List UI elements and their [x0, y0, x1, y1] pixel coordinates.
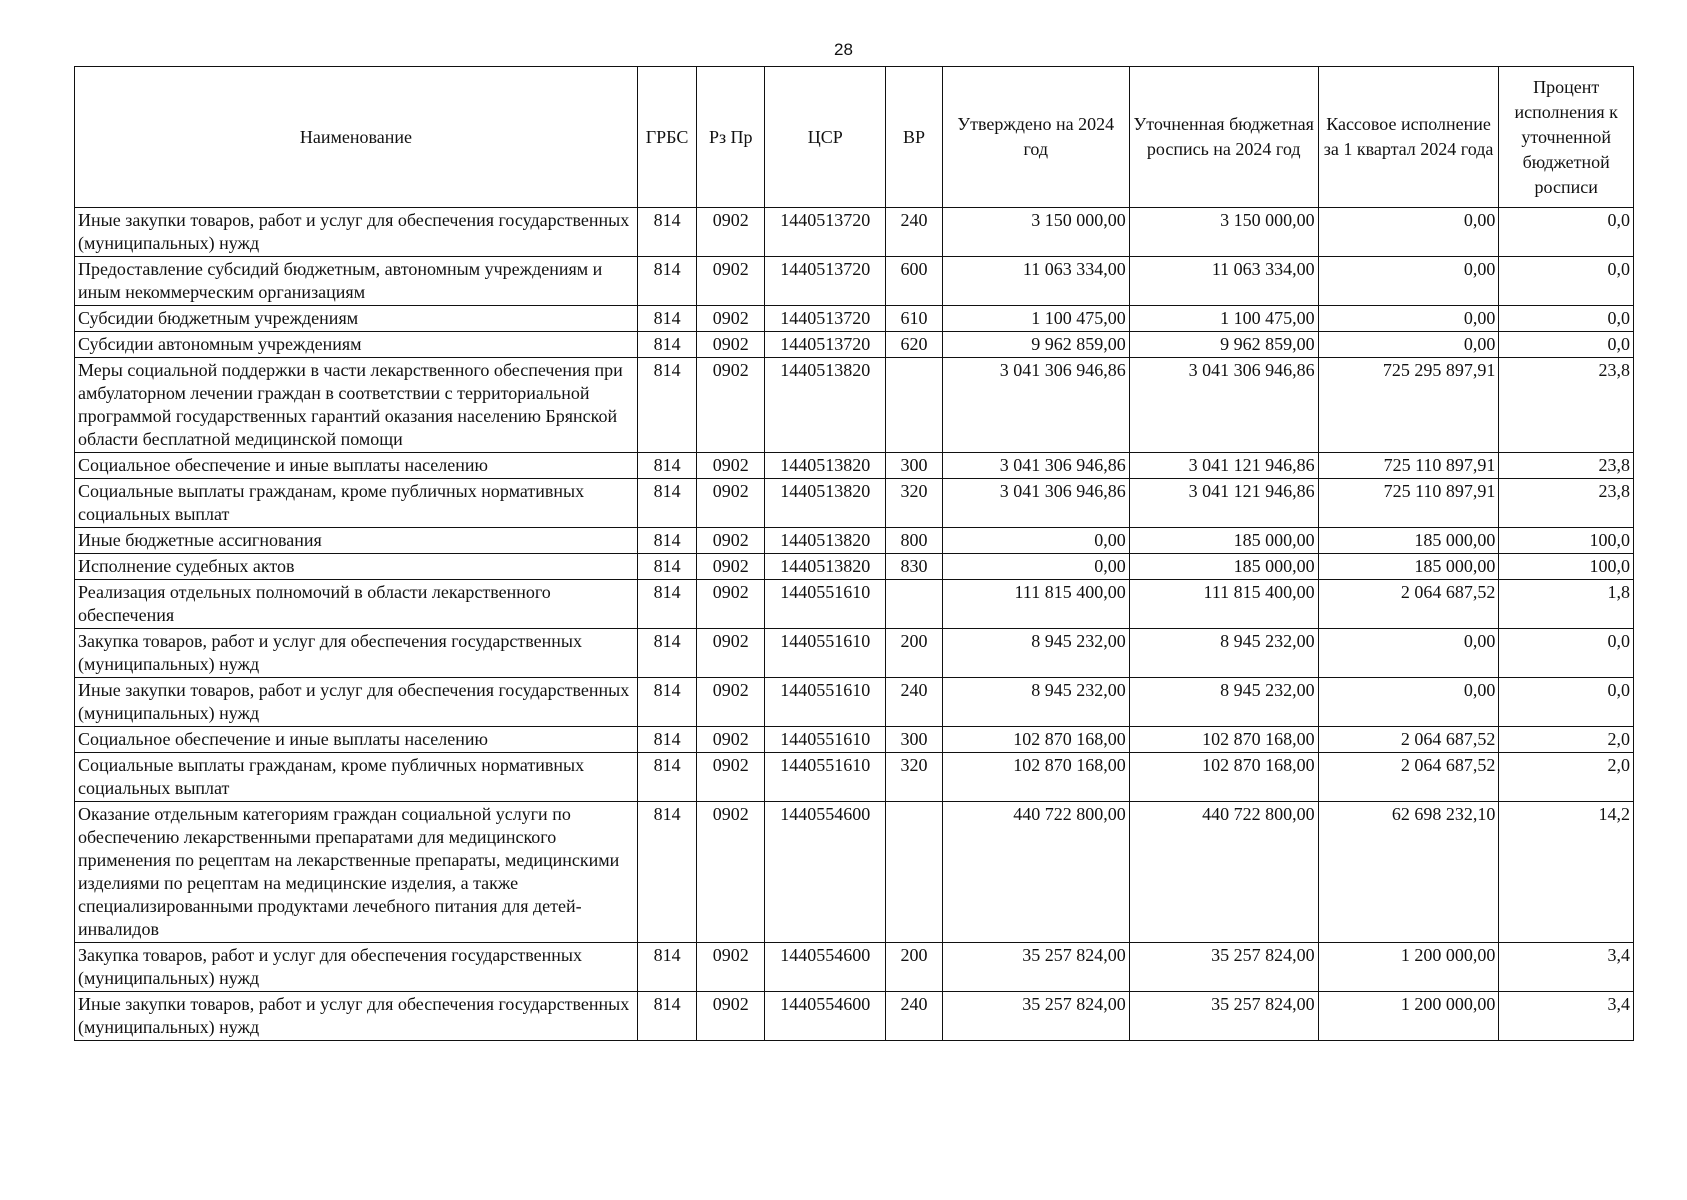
cell-csr: 1440513820 [765, 554, 886, 580]
cell-approved: 440 722 800,00 [942, 802, 1129, 943]
table-row [75, 332, 1634, 358]
header-grbs: ГРБС [637, 67, 697, 208]
cell-csr: 1440513720 [765, 306, 886, 332]
cell-approved: 1 100 475,00 [942, 306, 1129, 332]
cell-csr: 1440554600 [765, 943, 886, 992]
cell-approved: 8 945 232,00 [942, 678, 1129, 727]
cell-cash: 185 000,00 [1318, 528, 1499, 554]
table-row [75, 453, 1634, 479]
cell-percent: 0,0 [1499, 678, 1634, 727]
cell-grbs: 814 [637, 753, 697, 802]
cell-cash: 725 110 897,91 [1318, 453, 1499, 479]
cell-percent: 0,0 [1499, 208, 1634, 257]
cell-grbs: 814 [637, 580, 697, 629]
cell-vr: 600 [886, 257, 942, 306]
cell-grbs: 814 [637, 992, 697, 1041]
cell-approved: 35 257 824,00 [942, 943, 1129, 992]
table-row [75, 753, 1634, 802]
table-row [75, 992, 1634, 1041]
cell-grbs: 814 [637, 802, 697, 943]
cell-rzpr: 0902 [697, 257, 765, 306]
cell-percent: 23,8 [1499, 358, 1634, 453]
cell-cash: 0,00 [1318, 332, 1499, 358]
cell-cash: 0,00 [1318, 257, 1499, 306]
cell-cash: 0,00 [1318, 678, 1499, 727]
cell-name: Социальные выплаты гражданам, кроме публичных нормативных социальных выплат [75, 753, 638, 802]
cell-vr [886, 358, 942, 453]
cell-rzpr: 0902 [697, 580, 765, 629]
cell-grbs: 814 [637, 208, 697, 257]
cell-refined: 440 722 800,00 [1129, 802, 1318, 943]
cell-refined: 185 000,00 [1129, 554, 1318, 580]
cell-csr: 1440513820 [765, 453, 886, 479]
cell-vr: 300 [886, 453, 942, 479]
cell-name: Субсидии автономным учреждениям [75, 332, 638, 358]
cell-vr: 240 [886, 208, 942, 257]
cell-approved: 111 815 400,00 [942, 580, 1129, 629]
table-row [75, 358, 1634, 453]
cell-name: Закупка товаров, работ и услуг для обеспечения государственных (муниципальных) нужд [75, 629, 638, 678]
cell-rzpr: 0902 [697, 802, 765, 943]
cell-cash: 2 064 687,52 [1318, 580, 1499, 629]
cell-approved: 8 945 232,00 [942, 629, 1129, 678]
cell-vr [886, 580, 942, 629]
cell-approved: 3 041 306 946,86 [942, 358, 1129, 453]
cell-rzpr: 0902 [697, 306, 765, 332]
cell-cash: 185 000,00 [1318, 554, 1499, 580]
cell-csr: 1440551610 [765, 580, 886, 629]
cell-approved: 3 041 306 946,86 [942, 479, 1129, 528]
cell-name: Иные закупки товаров, работ и услуг для обеспечения государственных (муниципальных) нужд [75, 678, 638, 727]
cell-name: Исполнение судебных актов [75, 554, 638, 580]
header-csr: ЦСР [765, 67, 886, 208]
cell-approved: 102 870 168,00 [942, 753, 1129, 802]
cell-name: Иные закупки товаров, работ и услуг для обеспечения государственных (муниципальных) нужд [75, 208, 638, 257]
cell-rzpr: 0902 [697, 554, 765, 580]
cell-percent: 100,0 [1499, 528, 1634, 554]
cell-csr: 1440513820 [765, 358, 886, 453]
cell-refined: 3 041 121 946,86 [1129, 479, 1318, 528]
table-row [75, 802, 1634, 943]
cell-approved: 0,00 [942, 554, 1129, 580]
header-percent: Процент исполнения к уточненной бюджетной росписи [1499, 67, 1634, 208]
cell-cash: 0,00 [1318, 306, 1499, 332]
cell-cash: 1 200 000,00 [1318, 992, 1499, 1041]
cell-vr: 320 [886, 479, 942, 528]
cell-grbs: 814 [637, 727, 697, 753]
cell-rzpr: 0902 [697, 629, 765, 678]
cell-percent: 23,8 [1499, 453, 1634, 479]
cell-csr: 1440513820 [765, 479, 886, 528]
cell-refined: 102 870 168,00 [1129, 753, 1318, 802]
cell-cash: 725 110 897,91 [1318, 479, 1499, 528]
cell-percent: 1,8 [1499, 580, 1634, 629]
table-row [75, 580, 1634, 629]
cell-vr: 830 [886, 554, 942, 580]
cell-percent: 3,4 [1499, 992, 1634, 1041]
cell-vr: 320 [886, 753, 942, 802]
cell-cash: 0,00 [1318, 629, 1499, 678]
cell-refined: 9 962 859,00 [1129, 332, 1318, 358]
cell-refined: 8 945 232,00 [1129, 678, 1318, 727]
cell-grbs: 814 [637, 306, 697, 332]
cell-grbs: 814 [637, 528, 697, 554]
cell-rzpr: 0902 [697, 332, 765, 358]
page-number: 28 [834, 40, 853, 59]
header-name: Наименование [75, 67, 638, 208]
cell-grbs: 814 [637, 678, 697, 727]
cell-grbs: 814 [637, 358, 697, 453]
cell-cash: 2 064 687,52 [1318, 753, 1499, 802]
cell-csr: 1440551610 [765, 753, 886, 802]
table-header [75, 67, 1634, 208]
table-row [75, 943, 1634, 992]
cell-refined: 11 063 334,00 [1129, 257, 1318, 306]
cell-percent: 2,0 [1499, 727, 1634, 753]
cell-percent: 2,0 [1499, 753, 1634, 802]
table-row [75, 257, 1634, 306]
cell-grbs: 814 [637, 257, 697, 306]
cell-name: Социальное обеспечение и иные выплаты населению [75, 453, 638, 479]
cell-name: Реализация отдельных полномочий в области лекарственного обеспечения [75, 580, 638, 629]
cell-approved: 3 041 306 946,86 [942, 453, 1129, 479]
cell-approved: 35 257 824,00 [942, 992, 1129, 1041]
table-row [75, 208, 1634, 257]
cell-percent: 14,2 [1499, 802, 1634, 943]
table-row [75, 306, 1634, 332]
header-row [75, 67, 1634, 208]
cell-cash: 2 064 687,52 [1318, 727, 1499, 753]
cell-grbs: 814 [637, 629, 697, 678]
cell-cash: 725 295 897,91 [1318, 358, 1499, 453]
cell-rzpr: 0902 [697, 727, 765, 753]
cell-cash: 0,00 [1318, 208, 1499, 257]
cell-percent: 23,8 [1499, 479, 1634, 528]
cell-name: Социальное обеспечение и иные выплаты населению [75, 727, 638, 753]
cell-rzpr: 0902 [697, 479, 765, 528]
cell-rzpr: 0902 [697, 943, 765, 992]
cell-refined: 3 041 306 946,86 [1129, 358, 1318, 453]
cell-rzpr: 0902 [697, 678, 765, 727]
cell-csr: 1440513720 [765, 257, 886, 306]
cell-vr [886, 802, 942, 943]
table-row [75, 727, 1634, 753]
table-row [75, 528, 1634, 554]
cell-csr: 1440554600 [765, 992, 886, 1041]
cell-rzpr: 0902 [697, 208, 765, 257]
cell-cash: 62 698 232,10 [1318, 802, 1499, 943]
cell-name: Закупка товаров, работ и услуг для обеспечения государственных (муниципальных) нужд [75, 943, 638, 992]
cell-vr: 200 [886, 943, 942, 992]
header-cash: Кассовое исполнение за 1 квартал 2024 года [1318, 67, 1499, 208]
cell-vr: 610 [886, 306, 942, 332]
table-row [75, 479, 1634, 528]
cell-name: Оказание отдельным категориям граждан социальной услуги по обеспечению лекарственными препаратами для медицинского применения по рецептам на лекарственные препараты, медицинскими изделиями по рецептам на медицинские изделия, а также специализированными продуктами лечебного питания для детей-инвалидов [75, 802, 638, 943]
cell-name: Иные закупки товаров, работ и услуг для обеспечения государственных (муниципальных) нужд [75, 992, 638, 1041]
header-rzpr: Рз Пр [697, 67, 765, 208]
cell-rzpr: 0902 [697, 453, 765, 479]
cell-csr: 1440513820 [765, 528, 886, 554]
cell-csr: 1440551610 [765, 727, 886, 753]
cell-grbs: 814 [637, 554, 697, 580]
cell-refined: 102 870 168,00 [1129, 727, 1318, 753]
cell-refined: 35 257 824,00 [1129, 992, 1318, 1041]
cell-name: Социальные выплаты гражданам, кроме публичных нормативных социальных выплат [75, 479, 638, 528]
header-vr: ВР [886, 67, 942, 208]
cell-percent: 0,0 [1499, 306, 1634, 332]
header-refined: Уточненная бюджетная роспись на 2024 год [1129, 67, 1318, 208]
cell-approved: 0,00 [942, 528, 1129, 554]
cell-refined: 111 815 400,00 [1129, 580, 1318, 629]
cell-csr: 1440513720 [765, 208, 886, 257]
budget-table [74, 66, 1634, 1041]
cell-grbs: 814 [637, 453, 697, 479]
cell-percent: 100,0 [1499, 554, 1634, 580]
cell-vr: 240 [886, 992, 942, 1041]
cell-approved: 9 962 859,00 [942, 332, 1129, 358]
table-body [75, 208, 1634, 1041]
cell-vr: 620 [886, 332, 942, 358]
cell-name: Иные бюджетные ассигнования [75, 528, 638, 554]
table-row [75, 629, 1634, 678]
cell-rzpr: 0902 [697, 992, 765, 1041]
table-row [75, 678, 1634, 727]
cell-percent: 0,0 [1499, 332, 1634, 358]
cell-rzpr: 0902 [697, 358, 765, 453]
cell-vr: 300 [886, 727, 942, 753]
cell-vr: 200 [886, 629, 942, 678]
cell-approved: 11 063 334,00 [942, 257, 1129, 306]
cell-cash: 1 200 000,00 [1318, 943, 1499, 992]
header-approved: Утверждено на 2024 год [942, 67, 1129, 208]
cell-csr: 1440551610 [765, 678, 886, 727]
cell-rzpr: 0902 [697, 753, 765, 802]
cell-csr: 1440554600 [765, 802, 886, 943]
cell-refined: 1 100 475,00 [1129, 306, 1318, 332]
cell-grbs: 814 [637, 943, 697, 992]
cell-percent: 0,0 [1499, 629, 1634, 678]
cell-vr: 800 [886, 528, 942, 554]
cell-refined: 8 945 232,00 [1129, 629, 1318, 678]
cell-percent: 3,4 [1499, 943, 1634, 992]
cell-csr: 1440513720 [765, 332, 886, 358]
cell-refined: 185 000,00 [1129, 528, 1318, 554]
cell-name: Предоставление субсидий бюджетным, автономным учреждениям и иным некоммерческим организациям [75, 257, 638, 306]
cell-refined: 35 257 824,00 [1129, 943, 1318, 992]
cell-csr: 1440551610 [765, 629, 886, 678]
cell-name: Меры социальной поддержки в части лекарственного обеспечения при амбулаторном лечении граждан в соответствии с территориальной программой государственных гарантий оказания населению Брянской области бесплатной медицинской помощи [75, 358, 638, 453]
cell-refined: 3 150 000,00 [1129, 208, 1318, 257]
cell-vr: 240 [886, 678, 942, 727]
cell-name: Субсидии бюджетным учреждениям [75, 306, 638, 332]
cell-percent: 0,0 [1499, 257, 1634, 306]
cell-approved: 102 870 168,00 [942, 727, 1129, 753]
cell-grbs: 814 [637, 332, 697, 358]
cell-refined: 3 041 121 946,86 [1129, 453, 1318, 479]
table-row [75, 554, 1634, 580]
cell-rzpr: 0902 [697, 528, 765, 554]
cell-grbs: 814 [637, 479, 697, 528]
cell-approved: 3 150 000,00 [942, 208, 1129, 257]
